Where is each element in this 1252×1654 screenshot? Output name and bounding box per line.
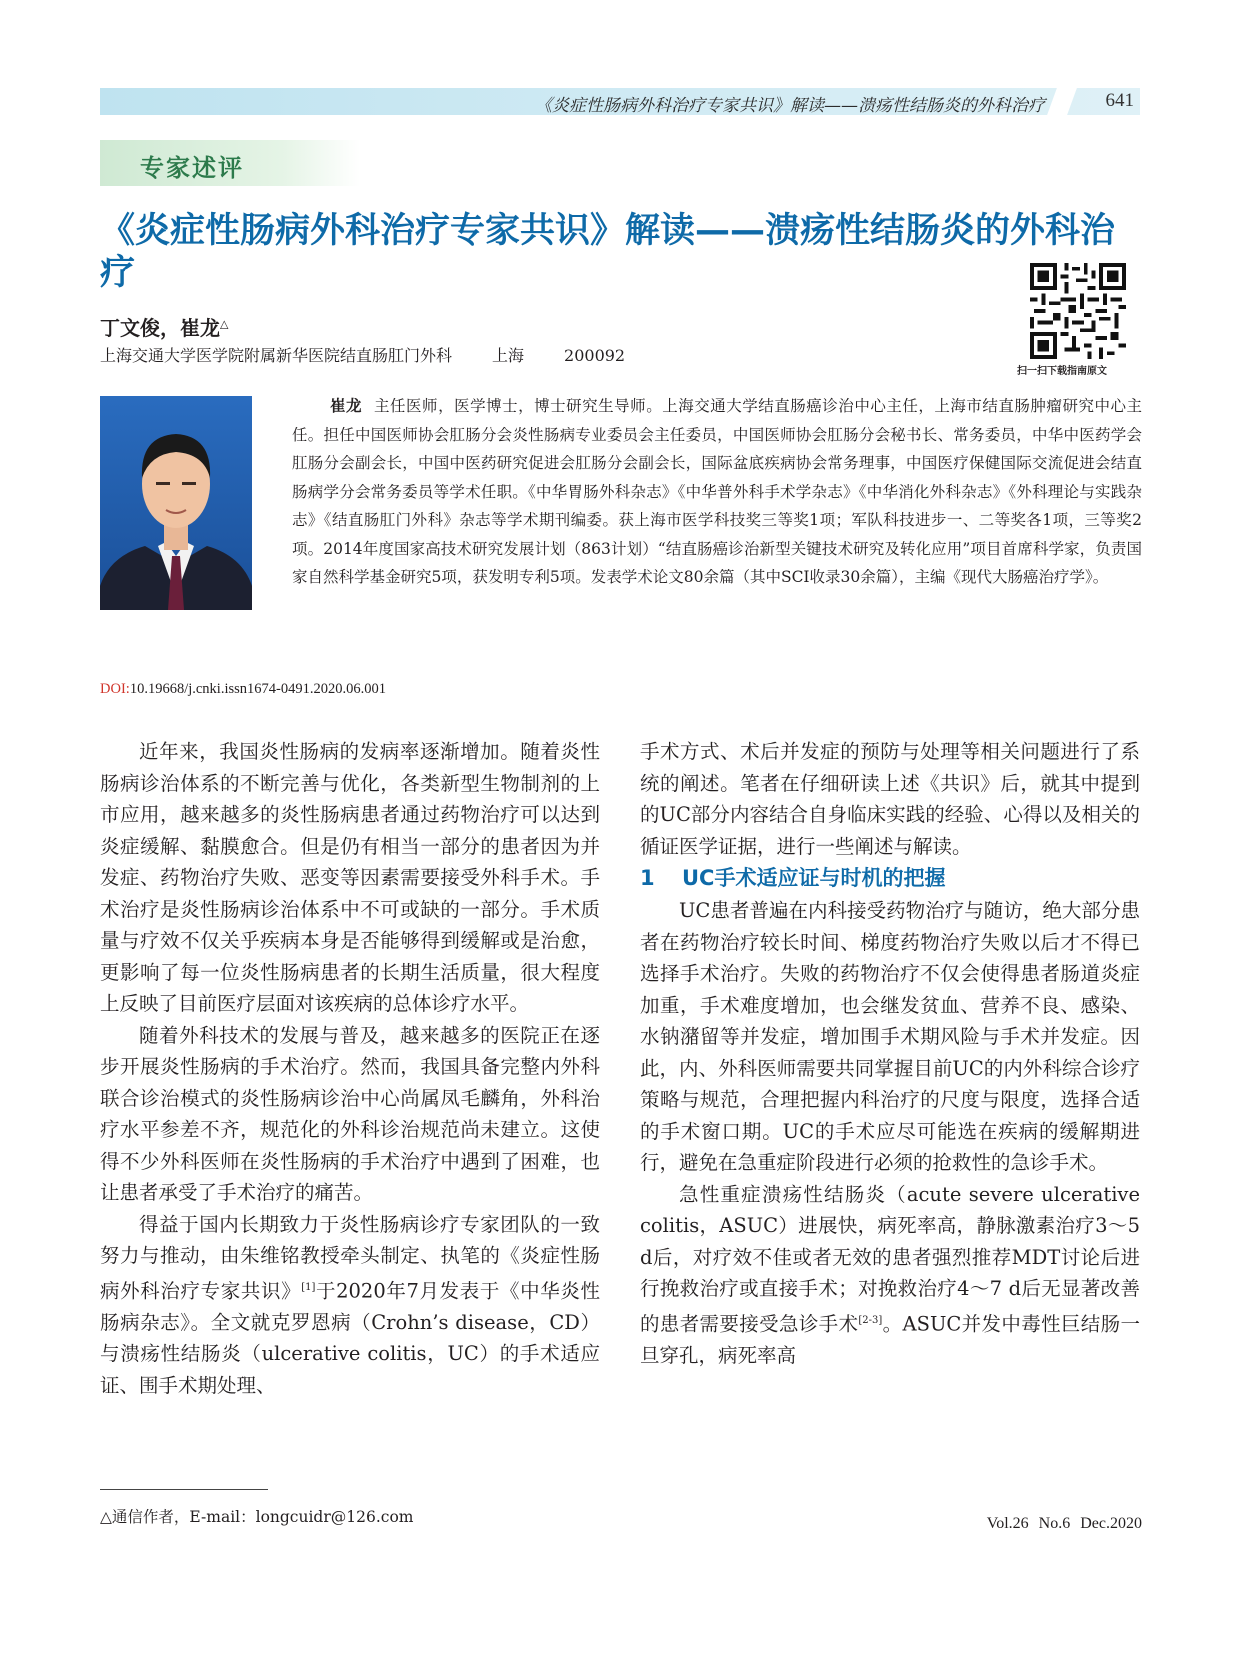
header-separator — [1047, 88, 1077, 115]
citation-ref: [1] — [301, 1281, 316, 1293]
doi-line — [100, 681, 386, 698]
author-portrait — [100, 396, 252, 610]
citation-ref: [2-3] — [858, 1314, 883, 1326]
section-number: 1 — [640, 866, 655, 890]
paragraph-text: 。ASUC并发中毒性巨结肠一旦穿孔，病死率高 — [640, 1312, 1140, 1367]
bio-name: 崔龙 — [330, 396, 363, 415]
corresponding-mark: △ — [220, 317, 229, 331]
affiliation-name: 上海交通大学医学院附属新华医院结直肠肛门外科 — [100, 346, 453, 365]
page-number: 641 — [1105, 90, 1134, 111]
paragraph: 近年来，我国炎性肠病的发病率逐渐增加。随着炎性肠病诊治体系的不断完善与优化，各类新型生物制剂的上市应用，越来越多的炎性肠病患者通过药物治疗可以达到炎症缓解、黏膜愈合。但是仍有相当一部分的患者因为并发症、药物治疗失败、恶变等因素需要接受外科手术。手术治疗是炎性肠病诊治体系中不可或缺的一部分。手术质量与疗效不仅关乎疾病本身是否能够得到缓解或是治愈，更影响了每一位炎性肠病患者的长期生活质量，很大程度上反映了目前医疗层面对该疾病的总体诊疗水平。 — [100, 740, 600, 1015]
footnote-rule — [100, 1489, 268, 1490]
article-title: 《炎症性肠病外科治疗专家共识》解读——溃疡性结肠炎的外科治疗 — [100, 211, 1116, 293]
footer-volume: Vol.26 — [986, 1515, 1029, 1532]
author-list — [100, 312, 228, 341]
footer-issue: No.6 — [1038, 1515, 1071, 1532]
paragraph — [100, 1209, 600, 1402]
paragraph-text: 得益于国内长期致力于炎性肠病诊疗专家团队的一致努力与推动，由朱维铭教授牵头制定、执笔的《炎症性肠病外科治疗专家共识》 — [100, 1212, 600, 1302]
doi-label: DOI: — [100, 681, 130, 697]
paragraph-text: 急性重症溃疡性结肠炎（acute severe ulcerative colitis，ASUC）进展快，病死率高，静脉激素治疗3～5 d后，对疗效不佳或者无效的患者强烈推荐MDT讨论后进行挽救治疗或直接手术；对挽救治疗4～7 d后无显著改善的患者需要接受急诊手术 — [640, 1182, 1140, 1335]
body-column-right — [640, 736, 1140, 1371]
paragraph: 手术方式、术后并发症的预防与处理等相关问题进行了系统的阐述。笔者在仔细研读上述《共识》后，就其中提到的UC部分内容结合自身临床实践的经验、心得以及相关的循证医学证据，进行一些阐述与解读。 — [640, 740, 1140, 858]
qr-caption: 扫一扫下载指南原文 — [1017, 366, 1107, 377]
section-tag — [100, 140, 360, 186]
qr-code-icon — [1030, 263, 1126, 359]
body-column-left — [100, 736, 600, 1401]
section-heading — [640, 862, 1140, 895]
paragraph-text: 于2020年7月发表于《中华炎性肠病杂志》。全文就克罗恩病（Crohn’s disease，CD）与溃疡性结肠炎（ulcerative colitis，UC）的手术适应证、围手术期处理、 — [100, 1279, 600, 1397]
affiliation — [100, 343, 625, 366]
author-bio — [292, 392, 1142, 592]
running-title: 《炎症性肠病外科治疗专家共识》解读——溃疡性结肠炎的外科治疗 — [535, 96, 1045, 116]
section-heading-text: UC手术适应证与时机的把握 — [682, 866, 946, 890]
journal-issue-footer — [987, 1515, 1142, 1533]
author-names: 丁文俊，崔龙 — [100, 316, 220, 340]
paragraph: 随着外科技术的发展与普及，越来越多的医院正在逐步开展炎性肠病的手术治疗。然而，我国具备完整内外科联合诊治模式的炎性肠病诊治中心尚属凤毛麟角，外科治疗水平参差不齐，规范化的外科诊治规范尚未建立。这使得不少外科医师在炎性肠病的手术治疗中遇到了困难，也让患者承受了手术治疗的痛苦。 — [100, 1023, 600, 1204]
running-header — [100, 88, 1140, 115]
affiliation-postcode: 200092 — [564, 346, 626, 365]
footnote-correspondence: △通信作者，E-mail：longcuidr@126.com — [100, 1508, 414, 1526]
paragraph — [640, 1179, 1140, 1372]
doi-value: 10.19668/j.cnki.issn1674-0491.2020.06.001 — [129, 681, 386, 697]
affiliation-city: 上海 — [492, 346, 525, 365]
footer-date: Dec.2020 — [1080, 1515, 1142, 1532]
bio-text: 主任医师，医学博士，博士研究生导师。上海交通大学结直肠癌诊治中心主任，上海市结直肠肿瘤研究中心主任。担任中国医师协会肛肠分会炎性肠病专业委员会主任委员，中国医师协会肛肠分会秘书长、常务委员，中华中医药学会肛肠分会副会长，中国中医药研究促进会肛肠分会副会长，国际盆底疾病协会常务理事，中国医疗保健国际交流促进会结直肠病学分会常务委员等学术任职。《中华胃肠外科杂志》《中华普外科手术学杂志》《中华消化外科杂志》《外科理论与实践杂志》《结直肠肛门外科》杂志等学术期刊编委。获上海市医学科技奖三等奖1项；军队科技进步一、二等奖各1项，三等奖2项。2014年度国家高技术研究发展计划（863计划）“结直肠癌诊治新型关键技术研究及转化应用”项目首席科学家，负责国家自然科学基金研究5项，获发明专利5项。发表学术论文80余篇（其中SCI收录30余篇），主编《现代大肠癌治疗学》。 — [292, 397, 1142, 586]
section-tag-label: 专家述评 — [140, 153, 244, 182]
paragraph: UC患者普遍在内科接受药物治疗与随访，绝大部分患者在药物治疗较长时间、梯度药物治疗失败以后才不得已选择手术治疗。失败的药物治疗不仅会使得患者肠道炎症加重，手术难度增加，也会继发贫血、营养不良、感染、水钠潴留等并发症，增加围手术期风险与手术并发症。因此，内、外科医师需要共同掌握目前UC的内外科综合诊疗策略与规范，合理把握内科治疗的尺度与限度，选择合适的手术窗口期。UC的手术应尽可能选在疾病的缓解期进行，避免在急重症阶段进行必须的抢救性的急诊手术。 — [640, 899, 1140, 1174]
